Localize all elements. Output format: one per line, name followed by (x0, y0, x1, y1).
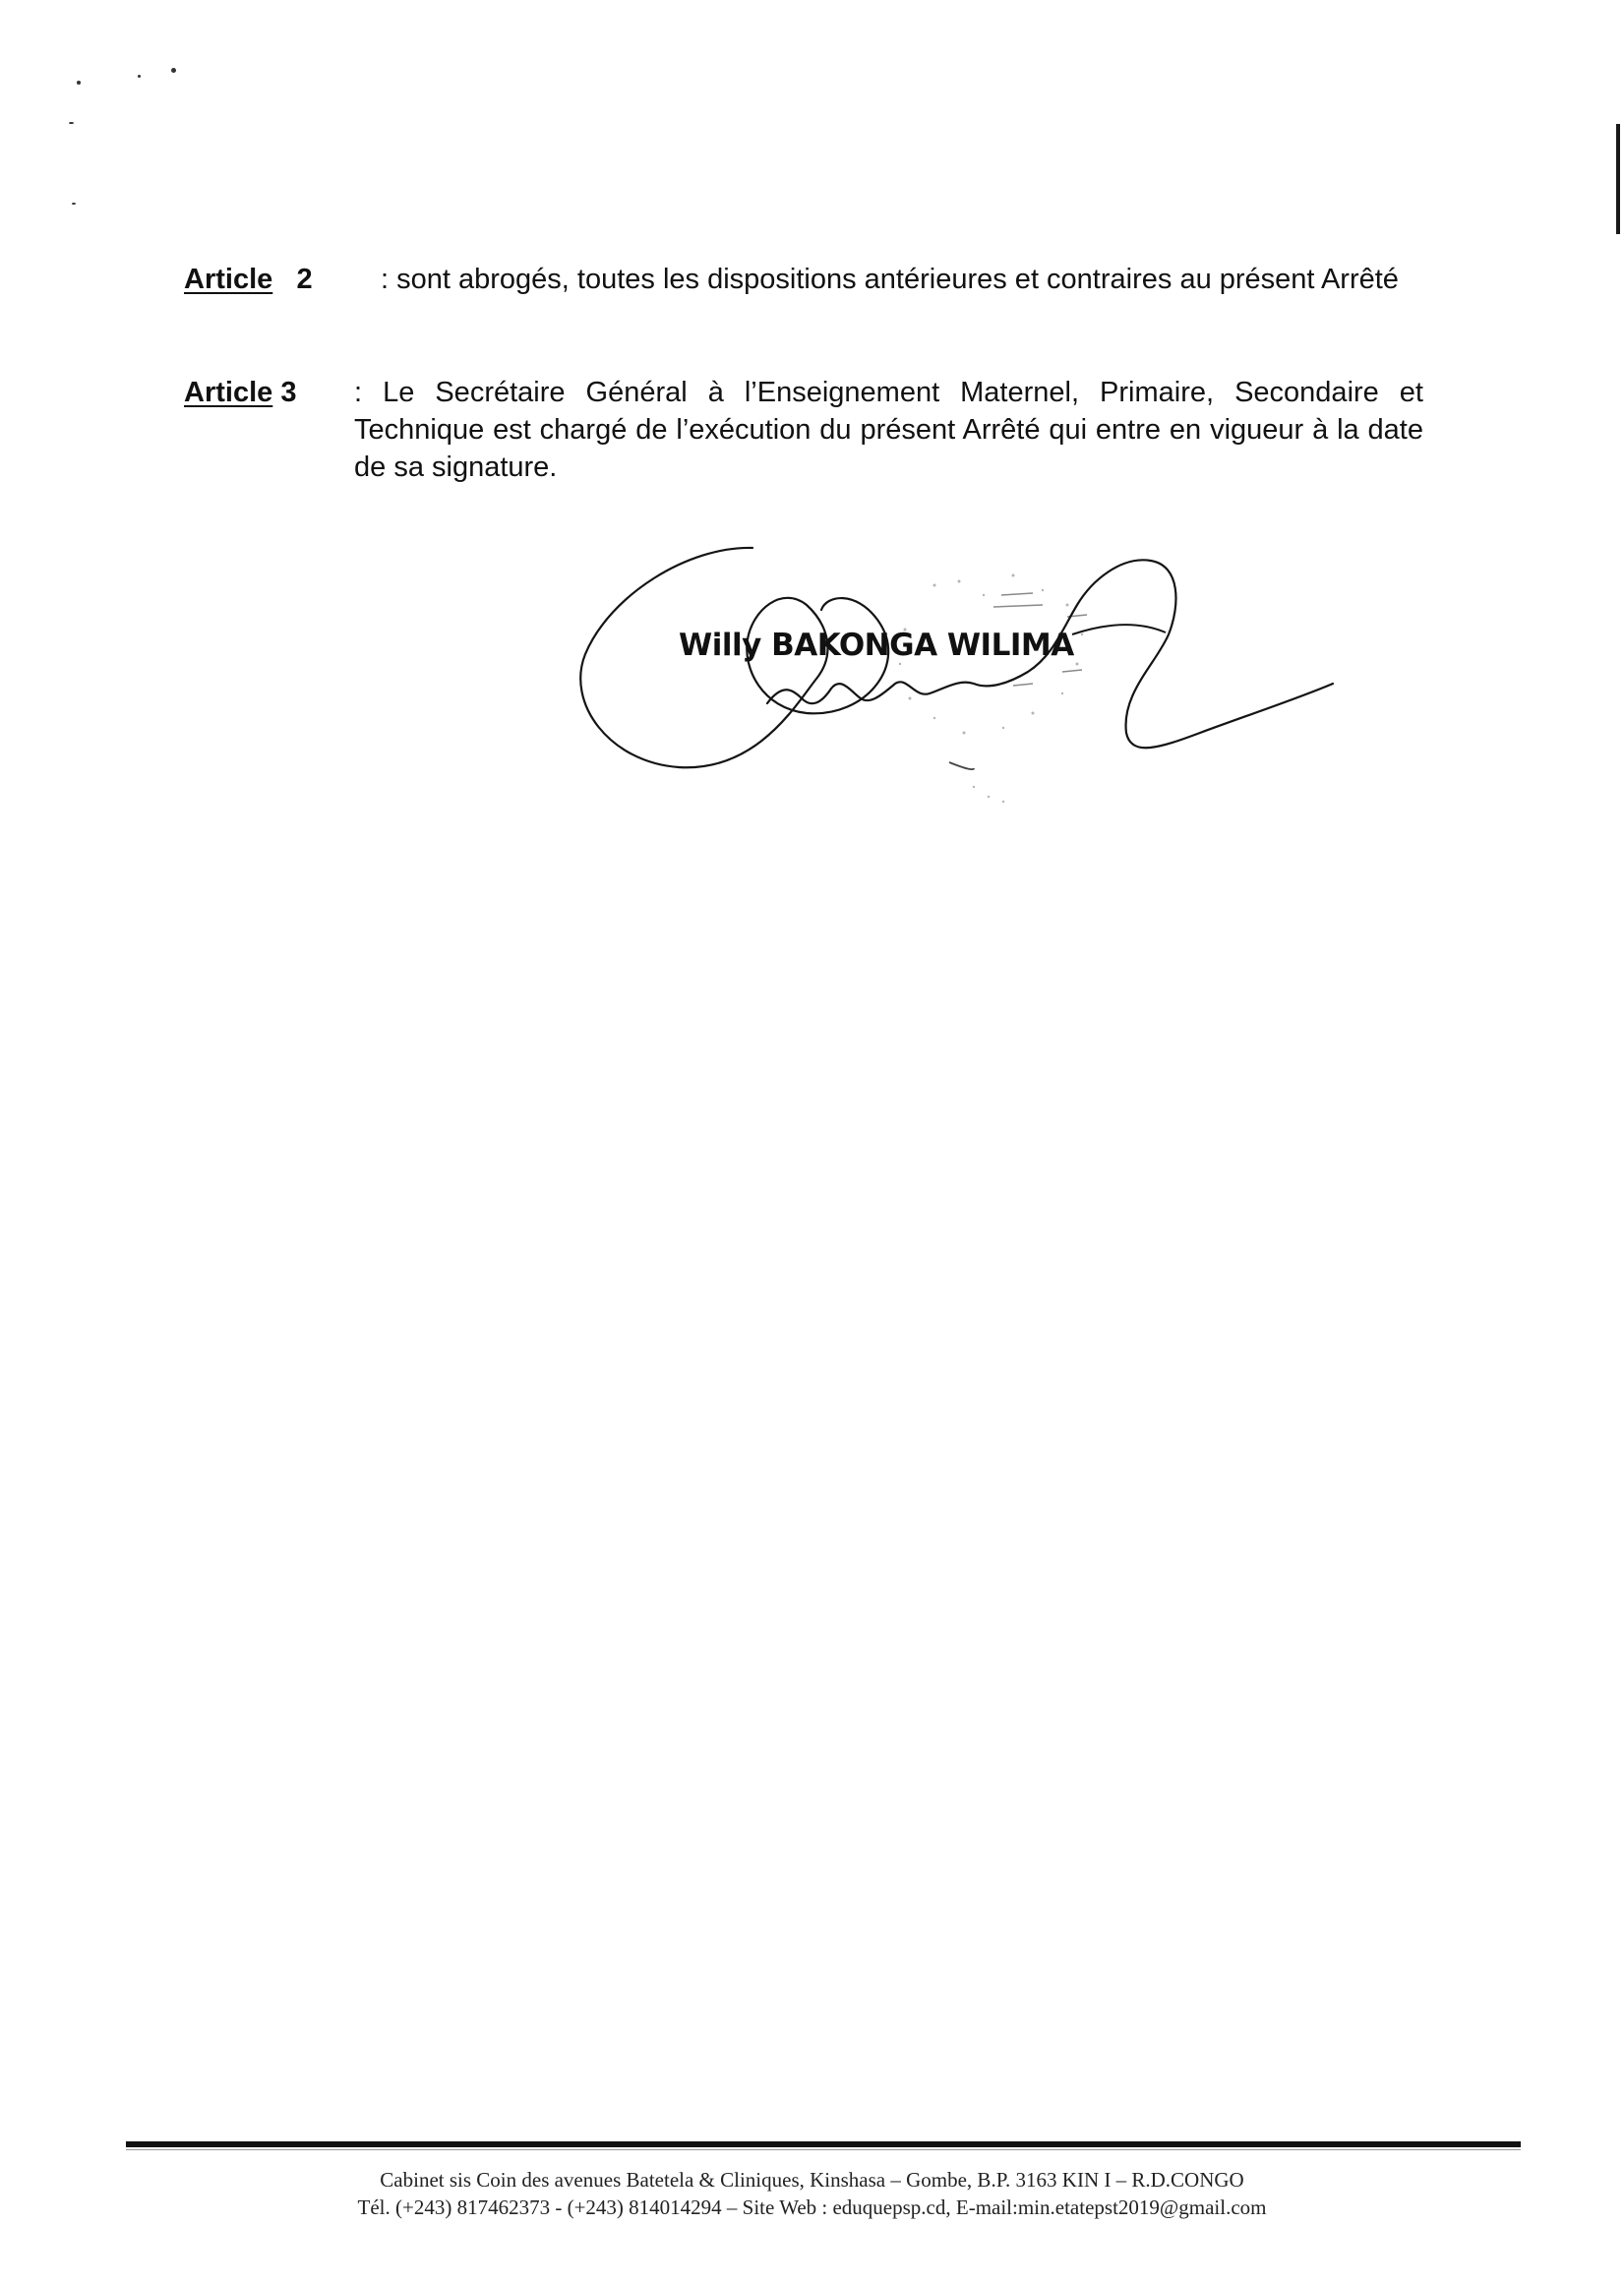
signature-block (571, 536, 1338, 851)
scan-speck (171, 68, 176, 73)
scan-edge-mark (1616, 124, 1620, 234)
article-3-label-word: Article (184, 377, 273, 408)
article-3-text: : Le Secrétaire Général à l’Enseignement Maternel, Primaire, Secondaire et Technique est chargé de l’exécution du présent Arrêté qui entre en vigueur à la date de sa signature. (354, 377, 1423, 483)
footer-divider-thin (126, 2149, 1521, 2150)
footer-address: Cabinet sis Coin des avenues Batetela & Cliniques, Kinshasa – Gombe, B.P. 3163 KIN I – R.D.CONGO (380, 2168, 1244, 2192)
scan-speck (72, 203, 76, 205)
article-2-label (184, 261, 313, 298)
stamp-trace (899, 574, 1083, 804)
article-3-label (184, 374, 296, 411)
scan-speck (69, 122, 74, 124)
article-2-label-number: 2 (296, 264, 313, 295)
article-2-label-word: Article (184, 264, 273, 295)
footer-divider (126, 2141, 1521, 2147)
footer-contact: Tél. (+243) 817462373 - (+243) 814014294 – Site Web : eduquepsp.cd, E-mail:min.etatepst2019@gmail.com (357, 2195, 1267, 2219)
article-3-label-number: 3 (280, 377, 297, 408)
scan-speck (138, 75, 141, 78)
article-2-text: : sont abrogés, toutes les dispositions antérieures et contraires au présent Arrêté (381, 264, 1399, 295)
signatory-name: Willy BAKONGA WILIMA (679, 628, 1074, 663)
scan-speck (77, 81, 81, 85)
handwritten-signature (571, 536, 1338, 851)
